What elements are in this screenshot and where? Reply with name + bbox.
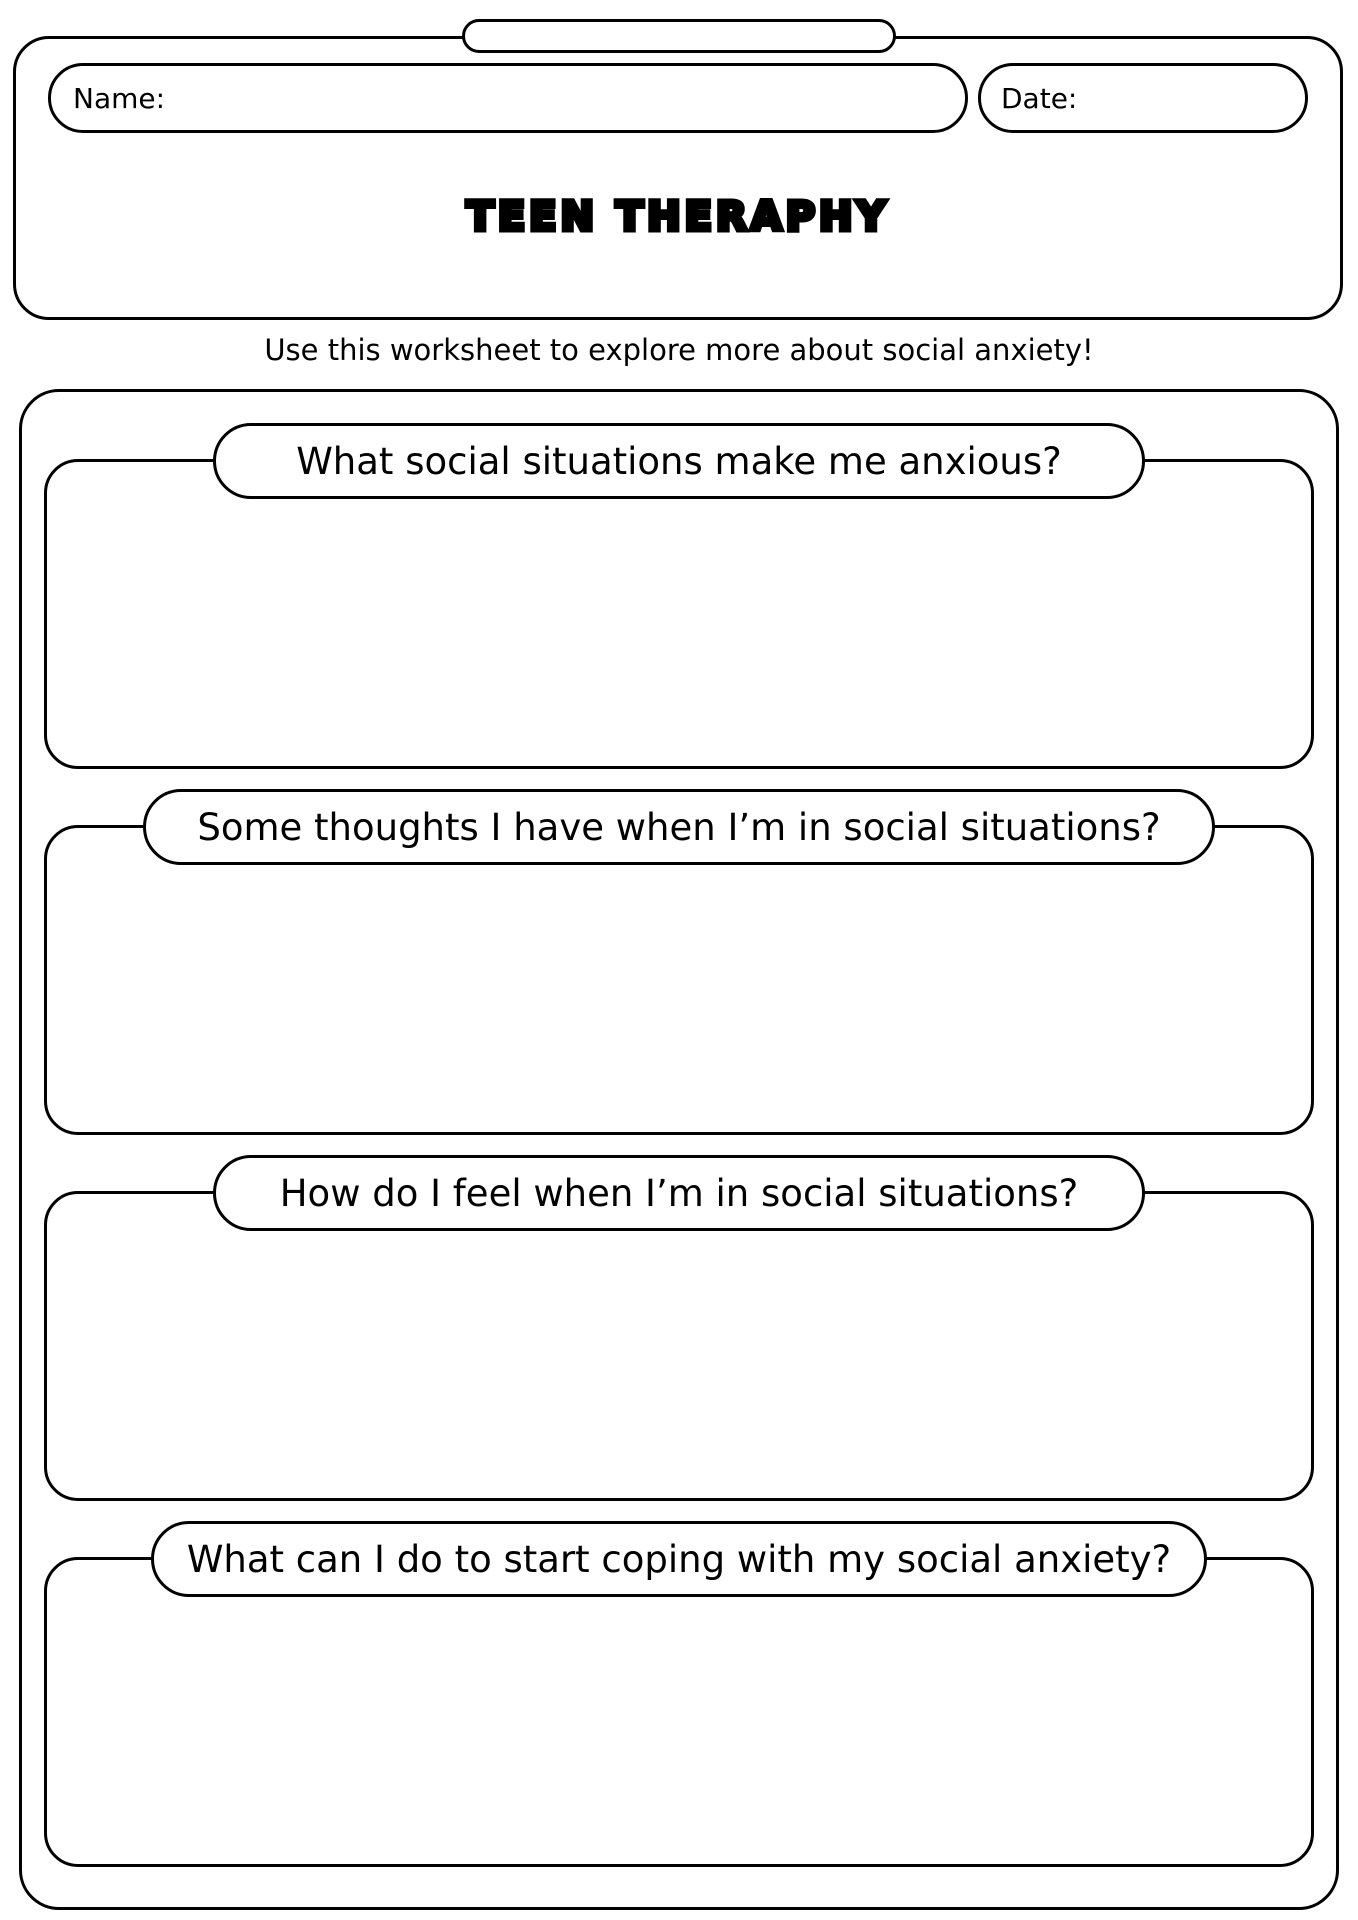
question-pill-feelings — [213, 1155, 1145, 1231]
worksheet-instructions: Use this worksheet to explore more about social anxiety! — [264, 333, 1094, 367]
header-tab-decoration — [462, 19, 896, 53]
question-label: What social situations make me anxious? — [296, 439, 1062, 483]
answer-box-thoughts[interactable] — [44, 825, 1314, 1135]
date-label: Date: — [1001, 81, 1078, 115]
answer-box-coping[interactable] — [44, 1557, 1314, 1867]
question-label: What can I do to start coping with my social anxiety? — [186, 1537, 1172, 1581]
answer-box-feelings[interactable] — [44, 1191, 1314, 1501]
question-pill-situations — [213, 423, 1145, 499]
question-pill-coping — [151, 1521, 1207, 1597]
name-label: Name: — [73, 81, 166, 115]
question-pill-thoughts — [143, 789, 1215, 865]
date-field[interactable] — [978, 63, 1308, 133]
name-field[interactable] — [48, 63, 968, 133]
answer-box-situations[interactable] — [44, 459, 1314, 769]
question-label: How do I feel when I’m in social situations? — [279, 1171, 1079, 1215]
question-label: Some thoughts I have when I’m in social situations? — [197, 805, 1161, 849]
worksheet-title: TEEN THERAPHY — [466, 194, 890, 240]
